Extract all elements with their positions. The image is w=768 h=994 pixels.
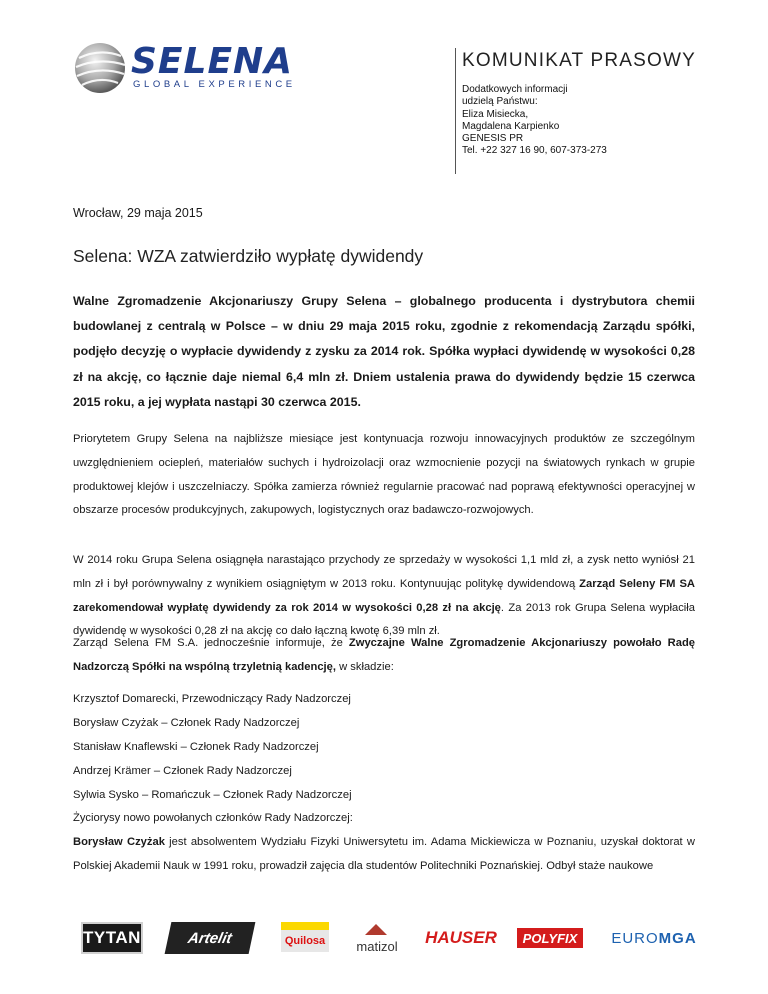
paragraph-strategy: Priorytetem Grupy Selena na najbliższe miesiące jest kontynuacja rozwoju innowacyjnych produktów ze szczególnym uwzględnieniem ociepleń, materiałów suchych i hydroizolacji oraz wzmocnienie pozycji na światowych rynkach w grupie produktowej klejów i uszczelniaczy. Spółka zamierza również regularnie pracować nad poprawą efektywności operacyjnej w obszarze procesów produkcyjnych, zakupowych, logistycznych oraz badawczo-rozwojowych. — [73, 433, 695, 517]
contact-line: Dodatkowych informacji — [462, 84, 568, 95]
tytan-logo: TYTAN — [81, 922, 143, 954]
selena-logo — [73, 40, 313, 95]
globe-icon — [73, 40, 129, 96]
lead-paragraph: Walne Zgromadzenie Akcjonariuszy Grupy Selena – globalnego producenta i dystrybutora chemii budowlanej z centralą w Polsce – w dniu 29 maja 2015 roku, zgodnie z rekomendacją Zarządu spółki, podjęło decyzję o wypłacie dywidendy z zysku za 2014 rok. Spółka wypłaci dywidendę w wysokości 0,28 zł na akcję, co łącznie daje niemal 6,4 mln zł. Dniem ustalenia prawa do dywidendy będzie 15 czerwca 2015 roku, a jej wypłata nastąpi 30 czerwca 2015. — [73, 294, 695, 409]
brand-logos-footer — [73, 922, 703, 958]
paragraph-emphasis: Borysław Czyżak — [73, 836, 165, 848]
contact-phone: Tel. +22 327 16 90, 607-373-273 — [462, 145, 607, 157]
board-member: Stanisław Knaflewski – Członek Rady Nadzorczej — [73, 740, 319, 753]
euromga-logo-part: EURO — [611, 929, 659, 947]
paragraph-text: . Za 2013 rok Grupa Selena wypłaciła dywidendę w wysokości 0,28 zł na akcję co dało łączną kwotę 6,39 mln zł. — [73, 601, 696, 638]
paragraph-results — [73, 549, 695, 644]
board-members-list — [73, 688, 352, 808]
euromga-logo-part: MGA — [658, 929, 697, 947]
paragraph-text: Zarząd Selena FM S.A. jednocześnie informuje, że — [73, 637, 349, 649]
paragraph-cv — [73, 831, 695, 879]
board-member: Andrzej Krämer – Członek Rady Nadzorczej — [73, 764, 292, 777]
brand-tagline: GLOBAL EXPERIENCE — [133, 79, 296, 90]
board-member: Krzysztof Domarecki, Przewodniczący Rady Nadzorczej — [73, 693, 351, 705]
paragraph-board — [73, 632, 695, 680]
header-divider — [455, 48, 456, 174]
paragraph-emphasis: Zarząd Seleny FM SA zarekomendował wypłatę dywidendy za rok 2014 w wysokości 0,28 zł na akcję — [73, 577, 695, 614]
contact-line: udzielą Państwu: — [462, 96, 538, 108]
press-release-title: KOMUNIKAT PRASOWY — [462, 50, 697, 71]
contact-block — [462, 84, 607, 158]
dateline: Wrocław, 29 maja 2015 — [73, 206, 203, 220]
paragraph-emphasis: Zwyczajne Walne Zgromadzenie Akcjonariuszy powołało Radę Nadzorczą Spółki na wspólną trzyletnią kadencję, — [73, 637, 696, 673]
contact-line: GENESIS PR — [462, 133, 524, 145]
contact-line: Magdalena Karpienko — [462, 120, 560, 132]
hauser-logo: HAUSER — [425, 928, 497, 947]
quilosa-logo: Quilosa — [281, 922, 329, 952]
paragraph-text: W 2014 roku Grupa Selena osiągnęła narastająco przychody ze sprzedaży w wysokości 1,1 mld zł, a zysk netto wyniósł 21 mln zł i był porównywalny z wynikiem osiągniętym w 2013 roku. Kontynuując politykę dywidendową — [73, 554, 695, 590]
paragraph-text: jest absolwentem Wydziału Fizyki Uniwersytetu im. Adama Mickiewicza w Poznaniu, uzyskał doktorat w Polskiej Akademii Nauk w 1991 roku, prowadził zajęcia dla studentów Politechniki Poznańskiej. Odbył staże naukowe — [73, 836, 695, 872]
matizol-logo: matizol — [356, 939, 398, 954]
cv-intro: Życiorysy nowo powołanych członków Rady Nadzorczej: — [73, 812, 353, 824]
euromga-logo — [609, 922, 699, 954]
brand-wordmark: SELENA — [131, 41, 294, 82]
board-member: Borysław Czyżak – Członek Rady Nadzorczej — [73, 716, 300, 729]
artelit-logo: Artelit — [165, 922, 256, 954]
board-member: Sylwia Sysko – Romańczuk – Członek Rady Nadzorczej — [73, 788, 352, 801]
headline: Selena: WZA zatwierdziło wypłatę dywidendy — [73, 246, 424, 266]
paragraph-text: w składzie: — [335, 660, 394, 673]
polyfix-logo: POLYFIX — [517, 928, 583, 948]
contact-line: Eliza Misiecka, — [462, 108, 529, 120]
